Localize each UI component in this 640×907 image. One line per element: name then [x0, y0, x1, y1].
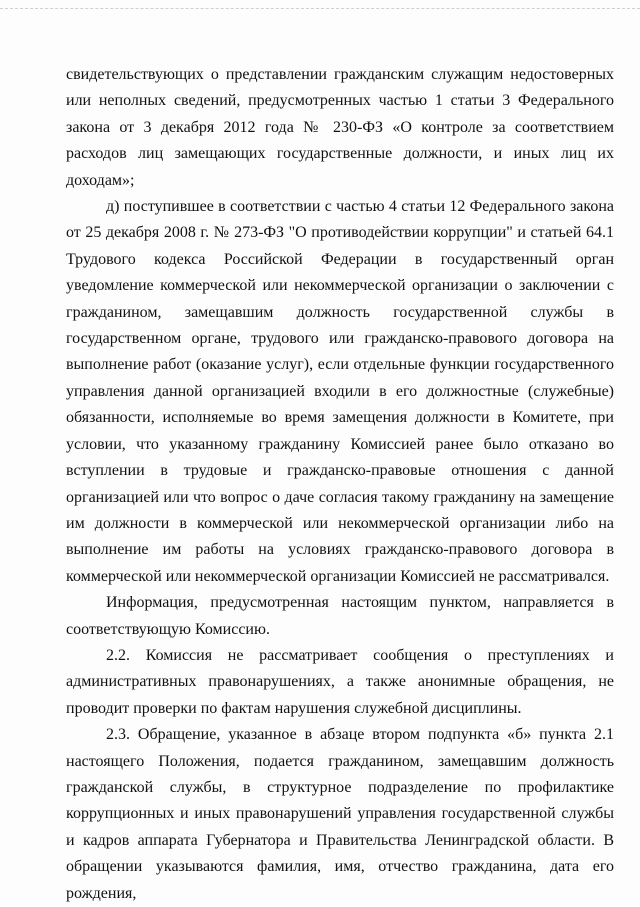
document-body [66, 62, 614, 907]
paragraph-continuation: свидетельствующих о представлении гражданским служащим недостоверных или неполных сведений, предусмотренных частью 1 статьи 3 Федерального закона от 3 декабря 2012 года № 230-ФЗ «О контроле за соответствием расходов лиц замещающих государственные должности, и иных лиц их доходам»; [66, 66, 614, 189]
paragraph-2-2: 2.2. Комиссия не рассматривает сообщения о преступлениях и административных правонарушениях, а также анонимные обращения, не проводит проверки по фактам нарушения служебной дисциплины. [66, 646, 614, 717]
paragraph-information: Информация, предусмотренная настоящим пунктом, направляется в соответствующую Комиссию. [66, 594, 614, 638]
paragraph-item-d: д) поступившее в соответствии с частью 4 статьи 12 Федерального закона от 25 декабря 2008 г. № 273-ФЗ "О противодействии коррупции" и статьей 64.1 Трудового кодекса Российской Федерации в государственный орган уведомление коммерческой или некоммерческой организации о заключении с гражданином, замещавшим должность государственной службы в государственном органе, трудового или гражданско-правового договора на выполнение работ (оказание услуг), если отдельные функции государственного управления данной организацией входили в его должностные (служебные) обязанности, исполняемые во время замещения должности в Комитете, при условии, что указанному гражданину Комиссией ранее было отказано во вступлении в трудовые и гражданско-правовые отношения с данной организацией или что вопрос о даче согласия такому гражданину на замещение им должности в коммерческой или некоммерческой организации либо на выполнение им работы на условиях гражданско-правового договора в коммерческой или некоммерческой организации Комиссией не рассматривался. [66, 198, 614, 585]
paragraph-2-3: 2.3. Обращение, указанное в абзаце втором подпункта «б» пункта 2.1 настоящего Положения, подается гражданином, замещавшим должность гражданской службы, в структурное подразделение по профилактике коррупционных и иных правонарушений управления государственной службы и кадров аппарата Губернатора и Правительства Ленинградской области. В обращении указываются фамилия, имя, отчество гражданина, дата его рождения, [66, 726, 614, 902]
scan-edge [0, 8, 640, 9]
